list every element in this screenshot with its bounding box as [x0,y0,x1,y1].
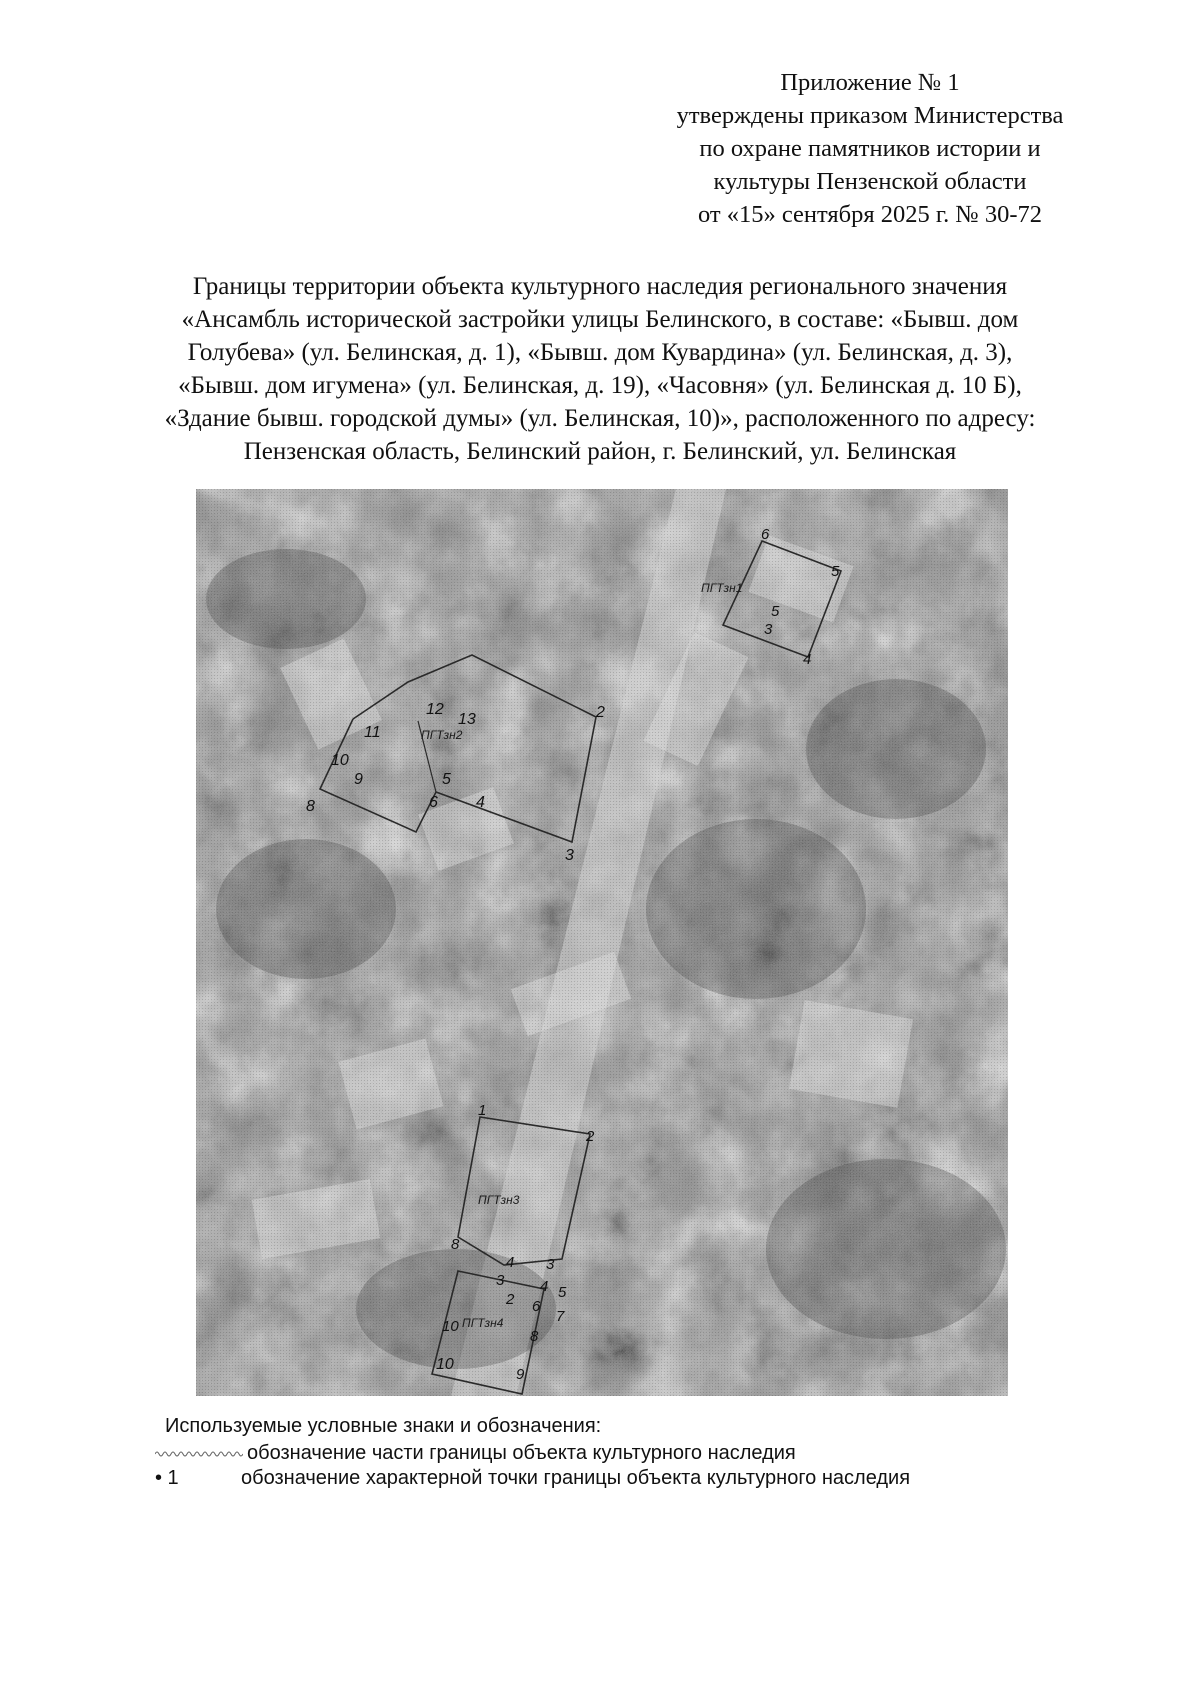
title-line: «Бывш. дом игумена» (ул. Белинская, д. 19), «Часовня» (ул. Белинская д. 10 Б), [178,372,1022,399]
appendix-line: культуры Пензенской области [713,168,1027,195]
boundary-point-label: 2 [596,704,605,721]
boundary-point-label: 1 [478,1102,487,1119]
aerial-map-image [196,489,1008,1396]
zone-label: ПГТзн4 [462,1316,504,1330]
boundary-point-label: 3 [546,1256,555,1273]
boundary-point-label: 8 [306,798,315,815]
boundary-point-label: 4 [476,794,485,811]
legend-title: Используемые условные знаки и обозначения: [165,1415,602,1437]
appendix-line: утверждены приказом Министерства [676,102,1064,129]
appendix-header [560,66,1180,231]
boundary-point-label: 13 [458,711,476,728]
boundary-point-label: 4 [506,1254,515,1271]
boundary-point-label: 8 [451,1236,460,1253]
boundary-point-label: 6 [761,526,770,543]
boundary-point-label: 6 [429,794,438,811]
appendix-line: по охране памятников истории и [699,135,1041,162]
boundary-point-label: 2 [506,1291,515,1308]
legend-row-boundary [155,1441,796,1465]
title-line: «Здание бывш. городской думы» (ул. Белинская, 10)», расположенного по адресу: [164,405,1036,432]
boundary-point-label: 5 [771,603,780,620]
boundary-point-label: 10 [442,1318,459,1335]
boundary-point-label: 11 [364,724,381,741]
boundary-point-label: 10 [436,1356,454,1373]
boundary-point-label: 10 [331,752,349,769]
zone-label: ПГТзн2 [421,728,463,742]
boundary-point-label: 9 [354,771,363,788]
point-symbol: • 1 [155,1467,179,1489]
legend-point-text: обозначение характерной точки границы объекта культурного наследия [241,1467,911,1489]
title-line: Голубева» (ул. Белинская, д. 1), «Бывш. дом Кувардина» (ул. Белинская, д. 3), [187,339,1013,366]
title-line: «Ансамбль исторической застройки улицы Белинского, в составе: «Бывш. дом [181,306,1019,333]
document-title [100,270,1100,468]
boundary-point-label: 7 [556,1308,565,1325]
aerial-map [196,489,1008,1396]
map-fine-grain [196,489,1008,1396]
appendix-line: Приложение № 1 [780,69,960,96]
zone-label: ПГТзн1 [701,581,743,595]
boundary-point-label: 4 [803,651,812,668]
boundary-point-label: 3 [496,1272,505,1289]
zone-label: ПГТзн3 [478,1193,520,1207]
title-line: Пензенская область, Белинский район, г. Белинский, ул. Белинская [243,438,957,465]
boundary-point-label: 3 [565,847,574,864]
boundary-point-label: 3 [764,621,773,638]
boundary-point-label: 9 [516,1366,525,1383]
title-line: Границы территории объекта культурного наследия регионального значения [192,273,1008,300]
boundary-point-label: 5 [442,771,451,788]
appendix-line: от «15» сентября 2025 г. № 30-72 [697,201,1043,228]
boundary-point-label: 5 [831,563,840,580]
boundary-point-label: 4 [540,1278,549,1295]
boundary-point-label: 6 [532,1298,541,1315]
wavy-line-icon [155,1449,243,1459]
boundary-point-label: 5 [558,1284,567,1301]
boundary-point-label: 12 [426,701,444,718]
boundary-point-label: 8 [530,1328,539,1345]
boundary-point-label: 2 [586,1128,595,1145]
legend-boundary-text: обозначение части границы объекта культурного наследия [247,1442,796,1464]
legend-row-point [155,1466,910,1490]
